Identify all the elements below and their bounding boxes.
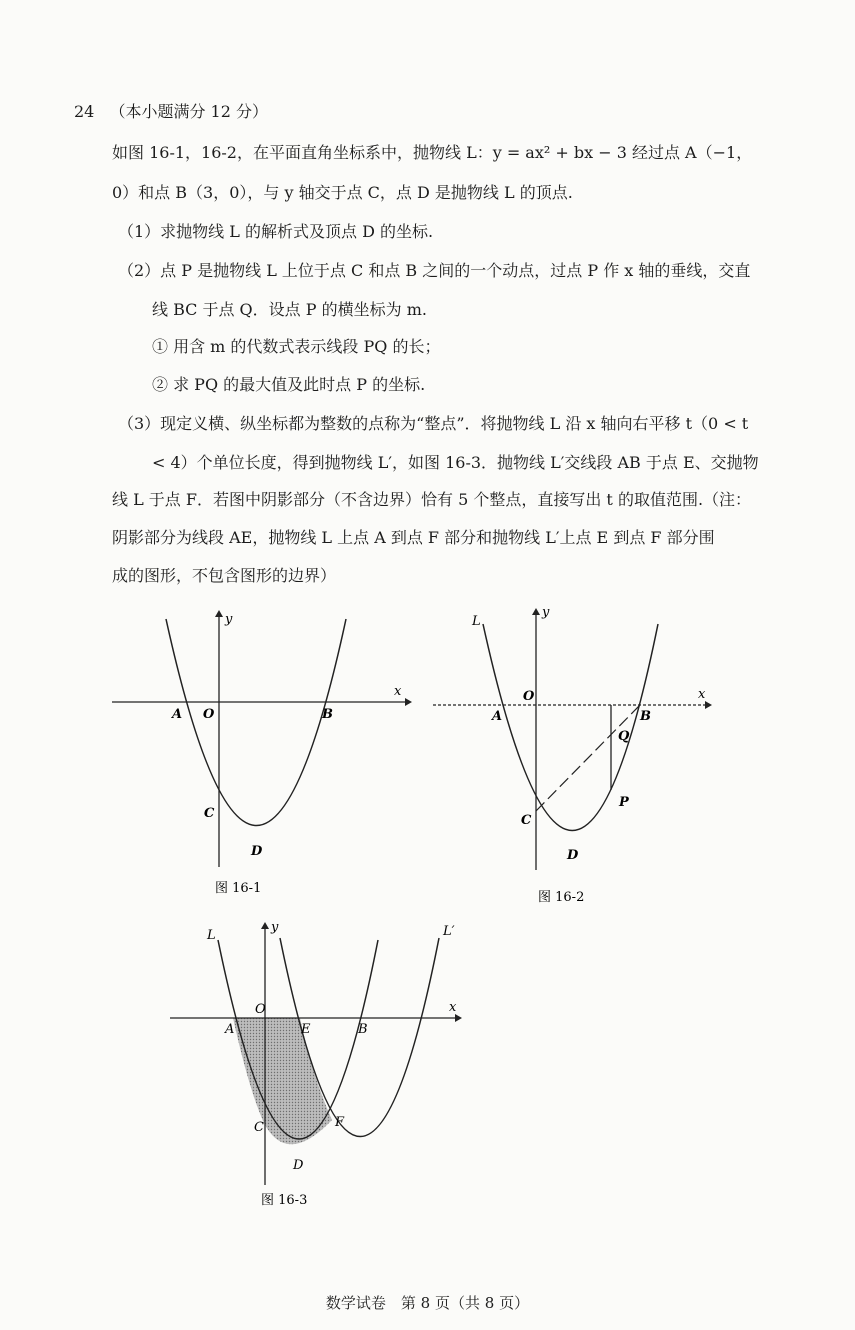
parabola-L bbox=[166, 619, 346, 826]
label-B: B bbox=[322, 707, 333, 722]
label-L: L bbox=[207, 928, 216, 943]
x-axis-arrow bbox=[455, 1014, 462, 1022]
score-note: （本小题满分 12 分） bbox=[109, 102, 268, 121]
intro-line-2: 0）和点 B（3，0），与 y 轴交于点 C，点 D 是抛物线 L 的顶点. bbox=[112, 183, 573, 202]
figure-16-3 bbox=[165, 915, 475, 1215]
label-O: O bbox=[523, 689, 535, 704]
label-B: B bbox=[640, 709, 651, 724]
question-number: 24 bbox=[74, 102, 95, 121]
part1-text: （1）求抛物线 L 的解析式及顶点 D 的坐标. bbox=[118, 222, 434, 241]
label-E: E bbox=[301, 1022, 311, 1037]
label-y: y bbox=[542, 605, 550, 620]
shaded-region bbox=[233, 1018, 332, 1144]
part3-line-1: （3）现定义横、纵坐标都为整数的点称为“整点”．将抛物线 L 沿 x 轴向右平移 t（0 < t bbox=[118, 414, 749, 433]
x-axis-arrow bbox=[705, 701, 712, 709]
part3-line-3: 线 L 于点 F．若图中阴影部分（不含边界）恰有 5 个整点，直接写出 t 的取值范围.（注： bbox=[112, 490, 752, 509]
label-D: D bbox=[567, 848, 579, 863]
parabola-L bbox=[483, 624, 658, 831]
question-header bbox=[74, 102, 268, 122]
figure-16-2 bbox=[425, 600, 735, 910]
label-x: x bbox=[449, 1000, 457, 1015]
label-O: O bbox=[203, 707, 215, 722]
label-x: x bbox=[394, 684, 402, 699]
figure-16-1 bbox=[100, 605, 420, 905]
label-Q: Q bbox=[618, 729, 630, 744]
label-O: O bbox=[255, 1002, 266, 1017]
y-axis-arrow bbox=[532, 608, 540, 615]
label-y: y bbox=[225, 612, 233, 627]
label-C: C bbox=[254, 1120, 264, 1135]
label-C: C bbox=[521, 813, 532, 828]
part2-sub1: ① 用含 m 的代数式表示线段 PQ 的长； bbox=[152, 337, 441, 356]
x-axis-arrow bbox=[405, 698, 412, 706]
figure-caption: 图 16-2 bbox=[538, 890, 585, 905]
part3-line-2: < 4）个单位长度，得到抛物线 L′，如图 16-3．抛物线 L′交线段 AB 于点 E、交抛物 bbox=[152, 453, 759, 472]
label-A: A bbox=[172, 707, 183, 722]
label-C: C bbox=[204, 806, 215, 821]
label-A: A bbox=[225, 1022, 235, 1037]
label-P: P bbox=[619, 795, 629, 810]
page-footer: 数学试卷 第 8 页（共 8 页） bbox=[325, 1294, 530, 1312]
figure-caption: 图 16-1 bbox=[215, 881, 262, 896]
part2-sub2: ② 求 PQ 的最大值及此时点 P 的坐标. bbox=[152, 375, 426, 394]
label-x: x bbox=[698, 687, 706, 702]
figure-caption: 图 16-3 bbox=[261, 1193, 308, 1208]
label-D: D bbox=[293, 1158, 304, 1173]
label-F: F bbox=[335, 1115, 345, 1130]
label-A: A bbox=[492, 709, 503, 724]
label-D: D bbox=[251, 844, 263, 859]
label-B: B bbox=[358, 1022, 368, 1037]
label-L-prime: L′ bbox=[443, 924, 455, 939]
label-y: y bbox=[271, 920, 279, 935]
label-L: L bbox=[472, 614, 481, 629]
part2-line-1: （2）点 P 是抛物线 L 上位于点 C 和点 B 之间的一个动点，过点 P 作 x 轴的垂线，交直 bbox=[118, 261, 751, 280]
y-axis-arrow bbox=[215, 610, 223, 617]
part3-line-5: 成的图形，不包含图形的边界） bbox=[112, 566, 337, 585]
y-axis-arrow bbox=[261, 922, 269, 929]
intro-line-1: 如图 16-1，16-2，在平面直角坐标系中，抛物线 L：y = ax² + bx − 3 经过点 A（−1， bbox=[112, 143, 753, 162]
part3-line-4: 阴影部分为线段 AE，抛物线 L 上点 A 到点 F 部分和抛物线 L′上点 E 到点 F 部分围 bbox=[112, 528, 715, 547]
part2-line-2: 线 BC 于点 Q．设点 P 的横坐标为 m. bbox=[152, 300, 427, 319]
